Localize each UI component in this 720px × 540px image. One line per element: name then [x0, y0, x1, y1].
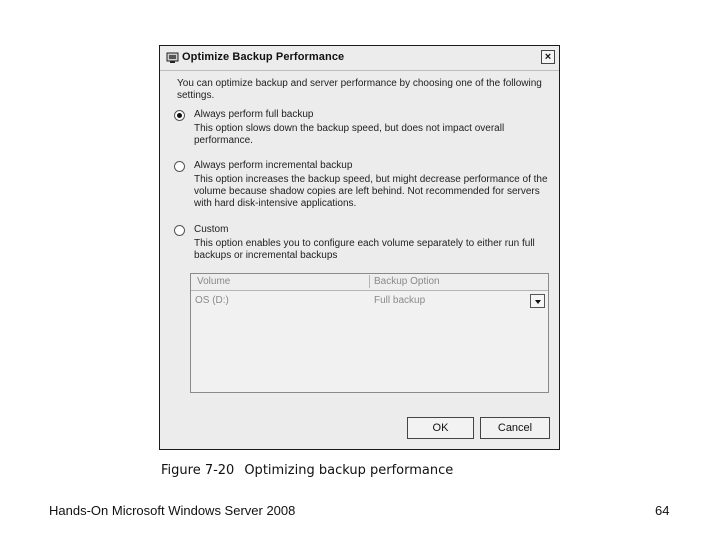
cancel-button[interactable]: Cancel	[480, 417, 550, 439]
backup-app-icon	[166, 51, 179, 64]
option-full-backup-label: Always perform full backup	[194, 109, 314, 120]
option-incremental-backup-label: Always perform incremental backup	[194, 160, 353, 171]
option-custom-label: Custom	[194, 224, 229, 235]
option-custom-description: This option enables you to configure each volume separately to either run full backups or incremental backups	[194, 238, 535, 261]
dialog-title: Optimize Backup Performance	[182, 51, 345, 63]
ok-button[interactable]: OK	[407, 417, 474, 439]
column-header-volume[interactable]: Volume	[197, 276, 231, 287]
figure-caption-text: Optimizing backup performance	[244, 463, 454, 478]
radio-full-backup[interactable]	[174, 110, 185, 121]
volume-cell: OS (D:)	[195, 295, 229, 306]
listview-header	[191, 274, 548, 291]
optimize-backup-dialog	[159, 45, 560, 450]
figure-number: Figure 7-20	[161, 463, 235, 478]
radio-incremental-backup[interactable]	[174, 161, 185, 172]
backup-option-cell: Full backup	[374, 295, 426, 306]
option-full-backup-description: This option slows down the backup speed, but does not impact overall performance.	[194, 123, 505, 146]
backup-option-dropdown-icon[interactable]	[530, 294, 545, 308]
close-button[interactable]: ×	[541, 50, 555, 64]
column-header-backup-option[interactable]: Backup Option	[374, 276, 440, 287]
footer-book-title: Hands-On Microsoft Windows Server 2008	[49, 503, 296, 518]
page-number: 64	[655, 503, 670, 518]
intro-text: You can optimize backup and server performance by choosing one of the following settings.	[177, 78, 542, 101]
radio-custom[interactable]	[174, 225, 185, 236]
option-incremental-backup-description: This option increases the backup speed, but might decrease performance of the volume because shadow copies are left behind. Not recommended for servers with hard disk-intensive applications.	[194, 174, 548, 209]
dialog-titlebar	[160, 46, 559, 71]
column-separator[interactable]	[369, 275, 370, 288]
volume-listview	[190, 273, 549, 393]
figure-caption	[161, 463, 453, 478]
table-row[interactable]	[191, 293, 548, 309]
